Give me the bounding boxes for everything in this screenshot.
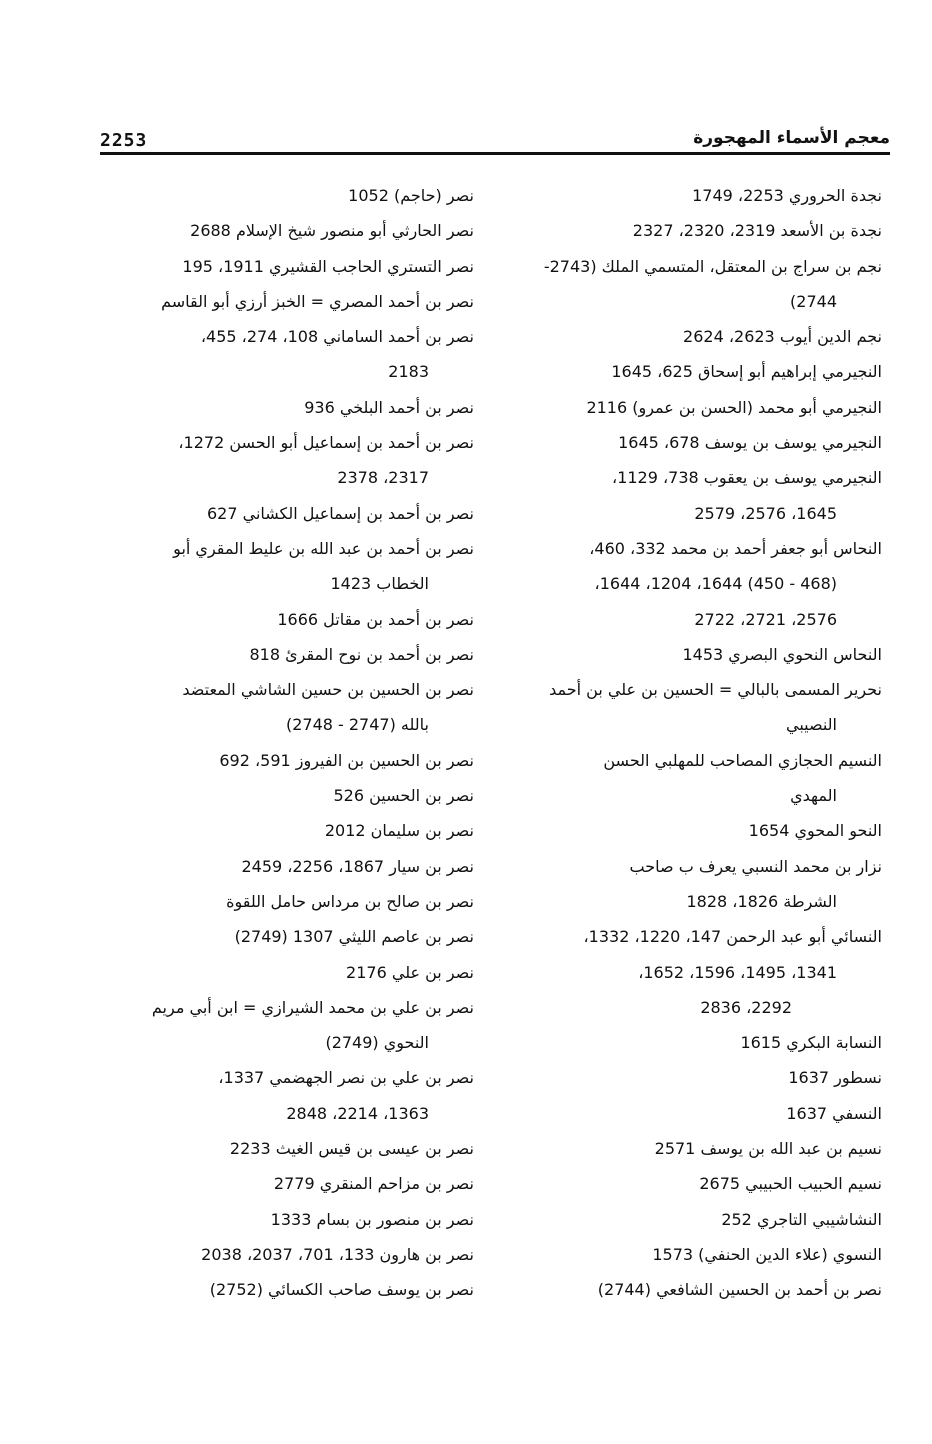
index-entry-continuation: (468 - 450) 1644، 1204، 1644، [594, 574, 837, 594]
index-entry: نصر بن عيسى بن قيس الغيث 2233 [229, 1139, 474, 1159]
index-entry: نسطور 1637 [788, 1068, 882, 1088]
index-entry: نصر بن أحمد بن مقاتل 1666 [277, 609, 474, 629]
index-entry-continuation: 1341، 1495، 1596، 1652، [638, 962, 837, 982]
index-entry: النسيم الحجازي المصاحب للمهلبي الحسن [603, 750, 882, 770]
index-entry: نصر بن علي بن نصر الجهضمي 1337، [218, 1068, 474, 1088]
index-entry: نجدة الحروري 2253، 1749 [692, 186, 882, 205]
index-entry: نصر بن أحمد المصري = الخبز أرزي أبو القاسم [161, 291, 474, 311]
index-entry-continuation: 2744) [790, 291, 837, 311]
index-entry: النسفي 1637 [786, 1103, 882, 1123]
index-entry-continuation: 2292، 2836 [700, 997, 792, 1017]
left-column [104, 178, 474, 1308]
index-entry: نصر بن أحمد بن نوح المقرئ 818 [249, 644, 474, 664]
index-entry: نصر بن مزاحم المنقري 2779 [273, 1174, 474, 1194]
index-entry: نصر بن يوسف صاحب الكسائي (2752) [209, 1280, 474, 1300]
index-entry: نحرير المسمى بالبالي = الحسين بن علي بن أحمد [549, 680, 882, 700]
page-number: 2253 [100, 130, 148, 151]
index-entry: نصر الحارثي أبو منصور شيخ الإسلام 2688 [190, 221, 474, 241]
index-entry-continuation: الشرطة 1826، 1828 [686, 891, 837, 911]
index-entry: نصر بن أحمد بن إسماعيل الكشاني 627 [206, 503, 474, 523]
index-entry-continuation: 1363، 2214، 2848 [286, 1103, 429, 1123]
index-entry: نصر بن عاصم الليثي 1307 (2749) [234, 927, 474, 947]
header-rule [100, 152, 890, 155]
index-entry: النجيرمي إبراهيم أبو إسحاق 625، 1645 [611, 362, 882, 382]
index-entry: نصر بن الحسين بن الفيروز 591، 692 [219, 750, 474, 770]
index-entry: نصر بن أحمد بن عبد الله بن عليط المقري أبو [173, 538, 474, 558]
index-entry: نصر بن أحمد الساماني 108، 274، 455، [200, 327, 474, 347]
index-entry: نصر بن الحسين 526 [333, 786, 474, 806]
page-header [100, 118, 890, 156]
index-entry: النحو المحوي 1654 [748, 821, 882, 841]
index-entry: نصر بن أحمد بن الحسين الشافعي (2744) [597, 1280, 882, 1300]
index-entry-continuation: 2183 [388, 362, 429, 382]
index-entry: نصر بن علي بن محمد الشيرازي = ابن أبي مريم [151, 997, 474, 1017]
right-column [527, 178, 882, 1308]
index-entry: نصر بن الحسين بن حسين الشاشي المعتضد [182, 680, 474, 700]
index-entry: نسيم الحبيب الحبيبي 2675 [699, 1174, 882, 1194]
index-entry: النجيرمي أبو محمد (الحسن بن عمرو) 2116 [586, 397, 882, 417]
index-entry: النجيرمي يوسف بن يوسف 678، 1645 [618, 433, 882, 453]
index-entry-continuation: 1645، 2576، 2579 [694, 503, 837, 523]
index-entry: نصر بن علي 2176 [346, 962, 474, 982]
index-entry-continuation: النحوي (2749) [325, 1033, 429, 1053]
index-entry: النسوي (علاء الدين الحنفي) 1573 [652, 1244, 882, 1264]
index-entry-continuation: الخطاب 1423 [330, 574, 429, 594]
index-entry-continuation: بالله (2747 - 2748) [285, 715, 429, 735]
index-entry: النسائي أبو عبد الرحمن 147، 1220، 1332، [583, 927, 882, 947]
running-title: معجم الأسماء المهجورة [693, 128, 890, 148]
index-entry: نصر بن صالح بن مرداس حامل اللقوة [226, 891, 474, 911]
index-entry: نصر بن أحمد البلخي 936 [304, 397, 474, 417]
index-entry: نجدة بن الأسعد 2319، 2320، 2327 [632, 221, 882, 241]
index-entry-continuation: 2317، 2378 [337, 468, 429, 488]
index-entry: نصر بن سليمان 2012 [324, 821, 474, 841]
index-entry: نزار بن محمد النسبي يعرف ب صاحب [629, 856, 882, 876]
index-entry: النحاس النحوي البصري 1453 [682, 644, 882, 664]
index-entry-continuation: النصيبي [785, 715, 837, 735]
index-entry: النجيرمي يوسف بن يعقوب 738، 1129، [612, 468, 882, 488]
index-entry: نسيم بن عبد الله بن يوسف 2571 [654, 1139, 882, 1159]
index-entry: نصر (حاجم) 1052 [348, 186, 474, 205]
index-entry: نجم الدين أيوب 2623، 2624 [683, 327, 882, 347]
index-entry: النحاس أبو جعفر أحمد بن محمد 332، 460، [589, 538, 882, 558]
index-entry-continuation: المهدي [790, 786, 837, 806]
index-entry-continuation: 2576، 2721، 2722 [694, 609, 837, 629]
index-entry: نصر بن هارون 133، 701، 2037، 2038 [201, 1244, 474, 1264]
index-entry: نصر بن منصور بن بسام 1333 [270, 1209, 474, 1229]
index-entry: نصر بن سيار 1867، 2256، 2459 [241, 856, 474, 876]
index-entry: نجم بن سراج بن المعتقل، المتسمي الملك (2743- [543, 256, 882, 276]
index-entry: نصر التستري الحاجب القشيري 1911، 195 [182, 256, 474, 276]
index-entry: نصر بن أحمد بن إسماعيل أبو الحسن 1272، [178, 433, 474, 453]
index-entry: النسابة البكري 1615 [740, 1033, 882, 1053]
index-entry: النشاشيبي التاجري 252 [721, 1209, 882, 1229]
